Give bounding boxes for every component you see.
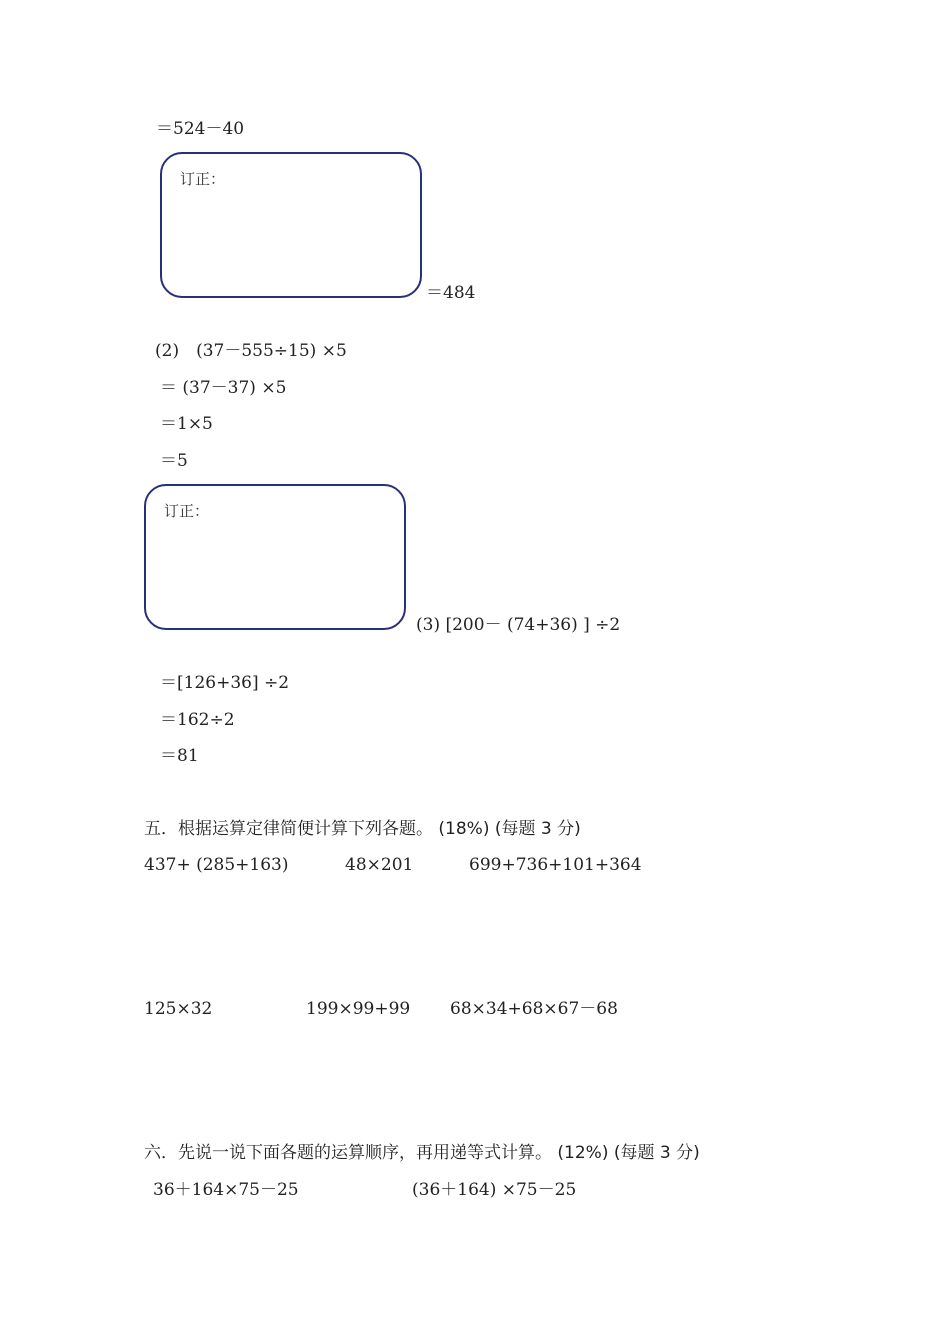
exercise: 68×34+68×67－68: [450, 999, 618, 1019]
section5-heading: 五．根据运算定律简便计算下列各题。 (18%) (每题 3 分): [144, 819, 581, 839]
problem3-step: ＝81: [160, 746, 199, 766]
correction-box: [160, 152, 422, 298]
exercise: 36＋164×75－25: [153, 1180, 299, 1200]
problem3-header: (3) [200－ (74+36) ] ÷2: [416, 615, 621, 635]
problem2-step: ＝5: [160, 451, 188, 471]
problem3-step: ＝[126+36] ÷2: [160, 673, 290, 693]
correction-box: [144, 484, 406, 630]
correction-label: 订正：: [180, 170, 226, 188]
exercise: 699+736+101+364: [469, 855, 642, 875]
section6-heading: 六．先说一说下面各题的运算顺序，再用递等式计算。 (12%) (每题 3 分): [144, 1143, 700, 1163]
exercise: 125×32: [144, 999, 213, 1019]
problem1-result: ＝484: [426, 283, 476, 303]
correction-label: 订正：: [164, 502, 210, 520]
problem3-step: ＝162÷2: [160, 710, 235, 730]
problem1-step: ＝524－40: [156, 119, 245, 139]
problem2-header: (2) (37－555÷15) ×5: [155, 341, 347, 361]
exercise: 199×99+99: [306, 999, 411, 1019]
problem2-step: ＝1×5: [160, 414, 213, 434]
problem2-step: ＝ (37－37) ×5: [160, 378, 287, 398]
exercise: 437+ (285+163): [144, 855, 289, 875]
exercise: 48×201: [345, 855, 414, 875]
exercise: (36＋164) ×75－25: [412, 1180, 577, 1200]
